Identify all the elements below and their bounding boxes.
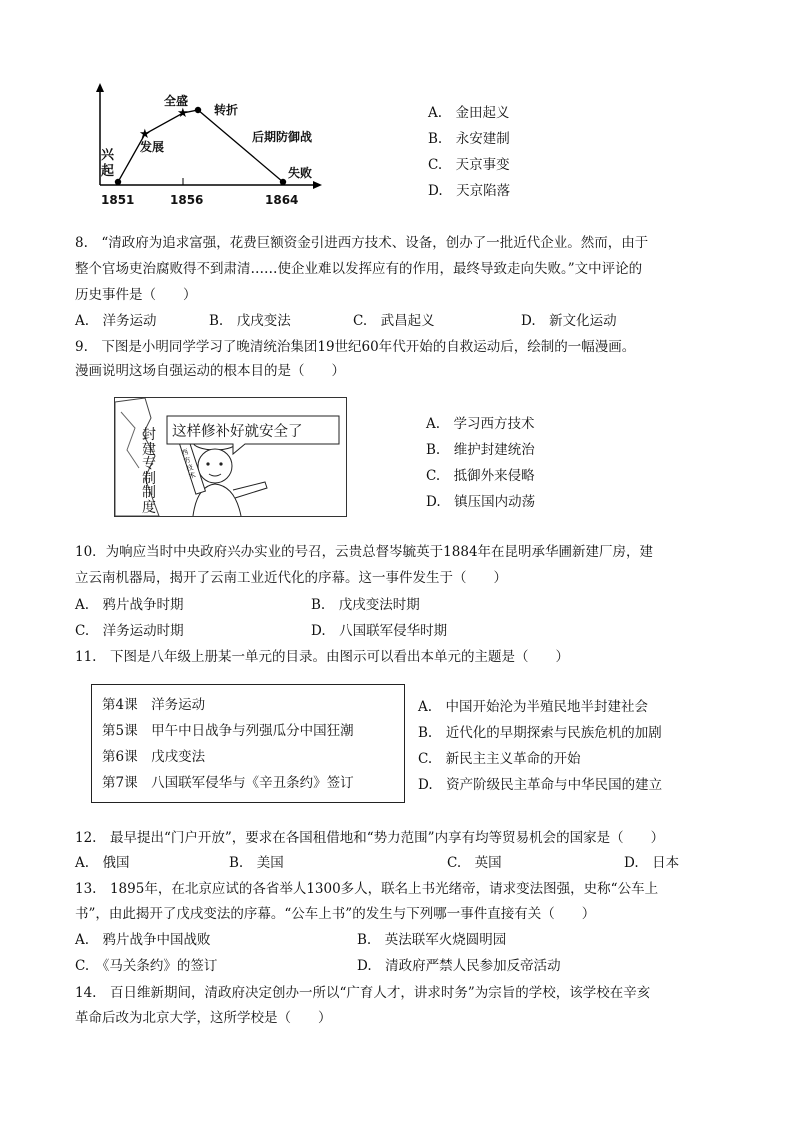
q10-line-2: 立云南机器局，揭开了云南工业近代化的序幕。这一事件发生于（ ） (75, 570, 507, 586)
q13-line-1: 13. 1895年，在北京应试的各省举人1300多人，联名上书光绪帝，请求变法图强，史称“公车上 (75, 881, 659, 897)
q9-option-d[interactable]: D. 镇压国内动荡 (426, 494, 536, 510)
wall-char-5: 制 (142, 485, 156, 501)
year-1851: 1851 (101, 193, 135, 207)
q8-option-b[interactable]: B. 戊戌变法 (209, 313, 291, 329)
q13-option-a[interactable]: A. 鸦片战争中国战败 (75, 932, 211, 948)
wall-char-6: 度 (142, 499, 156, 516)
q12-option-d[interactable]: D. 日本 (624, 855, 680, 871)
label-peak: 全盛 (164, 94, 189, 108)
toc-row-2: 第5课 甲午中日战争与列强瓜分中国狂潮 (102, 723, 354, 739)
q13-option-d[interactable]: D. 清政府严禁人民参加反帝活动 (357, 958, 561, 974)
x-axis-arrow (313, 181, 322, 189)
q11-option-a[interactable]: A. 中国开始沦为半殖民地半封建社会 (418, 699, 649, 715)
q9-option-c[interactable]: C. 抵御外来侵略 (426, 468, 535, 484)
q11-line-1: 11. 下图是八年级上册某一单元的目录。由图示可以看出本单元的主题是（ ） (75, 649, 569, 665)
wall-char-2: 建 (142, 441, 156, 458)
q9-option-b[interactable]: B. 维护封建统治 (426, 442, 535, 458)
q13-line-2: 书”，由此揭开了戊戌变法的序幕。“公车上书”的发生与下列哪一事件直接有关（ ） (75, 906, 596, 922)
q8-line-1: 8. “清政府为追求富强，花费巨额资金引进西方技术、设备，创办了一批近代企业。然而，由于 (75, 235, 649, 251)
official-face (198, 449, 232, 483)
point-fail (280, 179, 286, 185)
cartoon-image (114, 397, 347, 517)
official-eye-left (206, 462, 209, 465)
official-arm (233, 482, 267, 498)
q7-option-a[interactable]: A. 金田起义 (428, 105, 510, 121)
point-turn (195, 107, 201, 113)
official-eye-right (219, 462, 222, 465)
q8-line-3: 历史事件是（ ） (75, 287, 197, 303)
q10-option-d[interactable]: D. 八国联军侵华时期 (311, 623, 448, 639)
year-1864: 1864 (265, 193, 299, 207)
q9-line-1: 9. 下图是小明同学学习了晚清统治集团19世纪60年代开始的自救运动后，绘制的一幅漫画。 (75, 339, 636, 355)
q10-line-1: 10．为响应当时中央政府兴办实业的号召，云贵总督岑毓英于1884年在昆明承华圃新建厂房，建 (75, 544, 654, 560)
q10-option-a[interactable]: A. 鸦片战争时期 (75, 597, 184, 613)
q7-option-d[interactable]: D. 天京陷落 (428, 183, 511, 199)
label-develop: 发展 (140, 140, 165, 154)
toc-row-1: 第4课 洋务运动 (102, 697, 206, 713)
q10-option-c[interactable]: C. 洋务运动时期 (75, 623, 184, 639)
q12-option-a[interactable]: A. 俄国 (75, 855, 130, 871)
label-fail: 失败 (288, 166, 313, 180)
q11-option-c[interactable]: C. 新民主主义革命的开始 (418, 751, 581, 767)
cartoon-speech: 这样修补好就安全了 (172, 424, 303, 440)
star-peak: ★ (177, 106, 189, 121)
wall-crack (121, 412, 139, 468)
q12-line-1: 12. 最早提出“门户开放”，要求在各国租借地和“势力范围”内享有均等贸易机会的国家是（ ） (75, 830, 665, 846)
wall-char-3: 专 (142, 456, 156, 472)
q13-option-c[interactable]: C. 《马关条约》的签订 (75, 958, 218, 974)
q9-line-2: 漫画说明这场自强运动的根本目的是（ ） (75, 363, 345, 379)
q12-option-c[interactable]: C. 英国 (447, 855, 502, 871)
y-axis-arrow (96, 83, 104, 92)
cartoon-tool-label: 西方技术 (180, 448, 197, 481)
label-defense: 后期防御战 (252, 130, 313, 144)
q9-option-a[interactable]: A. 学习西方技术 (426, 416, 535, 432)
q8-option-d[interactable]: D. 新文化运动 (521, 313, 617, 329)
q7-option-c[interactable]: C. 天京事变 (428, 157, 510, 173)
unit-table-of-contents (91, 684, 405, 803)
q11-option-b[interactable]: B. 近代化的早期探索与民族危机的加剧 (418, 725, 662, 741)
q14-line-2: 革命后改为北京大学，这所学校是（ ） (75, 1010, 332, 1026)
star-develop: ★ (139, 127, 151, 142)
cartoon-wall-label (142, 428, 158, 515)
q8-option-c[interactable]: C. 武昌起义 (353, 313, 435, 329)
year-1856: 1856 (170, 193, 204, 207)
q14-line-1: 14. 百日维新期间，清政府决定创办一所以“广育人才，讲求时务”为宗旨的学校，该学校在辛亥 (75, 985, 651, 1001)
q8-option-a[interactable]: A. 洋务运动 (75, 313, 157, 329)
toc-row-3: 第6课 戊戌变法 (102, 749, 206, 765)
label-rise-text: 兴起 (101, 148, 115, 179)
label-turn: 转折 (214, 103, 239, 117)
q7-option-b[interactable]: B. 永安建制 (428, 131, 510, 147)
wall-char-4: 制 (142, 470, 156, 487)
q10-option-b[interactable]: B. 戊戌变法时期 (311, 597, 420, 613)
wall-char-1: 封 (142, 427, 156, 443)
q12-option-b[interactable]: B. 美国 (229, 855, 284, 871)
toc-row-4: 第7课 八国联军侵华与《辛丑条约》签订 (102, 775, 354, 791)
q11-option-d[interactable]: D. 资产阶级民主革命与中华民国的建立 (418, 777, 663, 793)
q13-option-b[interactable]: B. 英法联军火烧圆明园 (357, 932, 507, 948)
q8-line-2: 整个官场吏治腐败得不到肃清……使企业难以发挥应有的作用，最终导致走向失败。”文中评论的 (75, 261, 643, 277)
label-rise (101, 148, 117, 180)
